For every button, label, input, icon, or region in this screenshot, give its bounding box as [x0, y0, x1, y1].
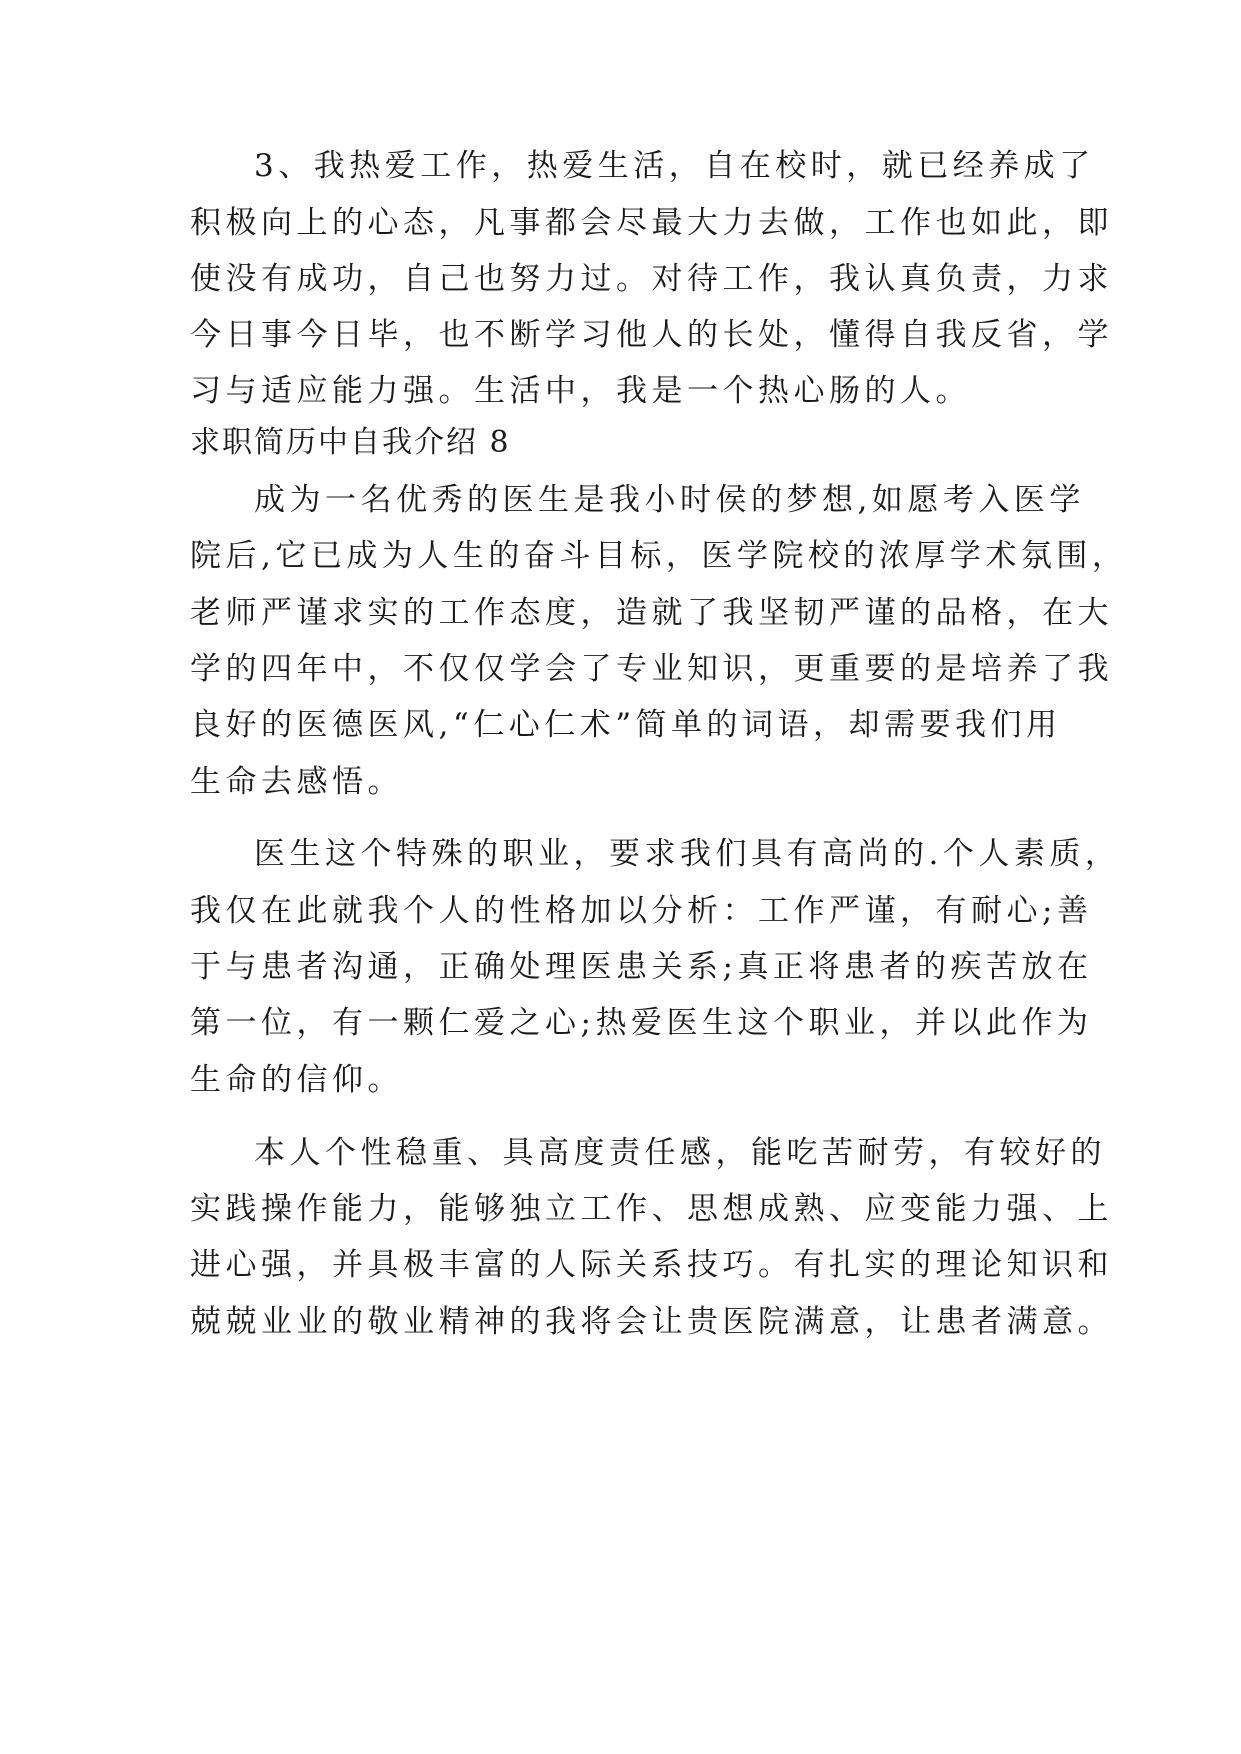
- paragraph-3-line-4: 第一位，有一颗仁爱之心;热爱医生这个职业，并以此作为: [190, 1005, 1093, 1041]
- paragraph-1-line-4: 今日事今日毕，也不断学习他人的长处，懂得自我反省，学: [190, 317, 1113, 353]
- paragraph-1-line-3: 使没有成功，自己也努力过。对待工作，我认真负责，力求: [190, 261, 1113, 297]
- paragraph-2-line-3: 老师严谨求实的工作态度，造就了我坚韧严谨的品格，在大: [190, 595, 1113, 631]
- paragraph-3-line-2: 我仅在此就我个人的性格加以分析：工作严谨，有耐心;善: [190, 893, 1093, 929]
- paragraph-3-line-5: 生命的信仰。: [190, 1062, 403, 1098]
- paragraph-4-line-1: 本人个性稳重、具高度责任感，能吃苦耐劳，有较好的: [254, 1135, 1106, 1171]
- paragraph-3-line-3: 于与患者沟通，正确处理医患关系;真正将患者的疾苦放在: [190, 949, 1093, 985]
- paragraph-2-line-5: 良好的医德医风,“仁心仁术”简单的词语，却需要我们用: [190, 707, 1062, 743]
- paragraph-4-line-4: 兢兢业业的敬业精神的我将会让贵医院满意，让患者满意。: [190, 1304, 1113, 1340]
- paragraph-1-line-1: 3、我热爱工作，热爱生活，自在校时，就已经养成了: [254, 148, 1095, 184]
- paragraph-2-line-2: 院后,它已成为人生的奋斗目标，医学院校的浓厚学术氛围，: [190, 538, 1128, 574]
- section-heading: 求职简历中自我介绍 8: [190, 425, 511, 460]
- paragraph-3-line-1: 医生这个特殊的职业，要求我们具有高尚的.个人素质，: [254, 836, 1121, 872]
- paragraph-4-line-2: 实践操作能力，能够独立工作、思想成熟、应变能力强、上: [190, 1191, 1113, 1227]
- paragraph-2-line-1: 成为一名优秀的医生是我小时侯的梦想,如愿考入医学: [254, 482, 1085, 518]
- paragraph-4-line-3: 进心强，并具极丰富的人际关系技巧。有扎实的理论知识和: [190, 1247, 1113, 1283]
- paragraph-2-line-4: 学的四年中，不仅仅学会了专业知识，更重要的是培养了我: [190, 651, 1113, 687]
- paragraph-1-line-2: 积极向上的心态，凡事都会尽最大力去做，工作也如此，即: [190, 205, 1113, 241]
- paragraph-1-line-5: 习与适应能力强。生活中，我是一个热心肠的人。: [190, 373, 971, 409]
- paragraph-2-line-6: 生命去感悟。: [190, 764, 403, 800]
